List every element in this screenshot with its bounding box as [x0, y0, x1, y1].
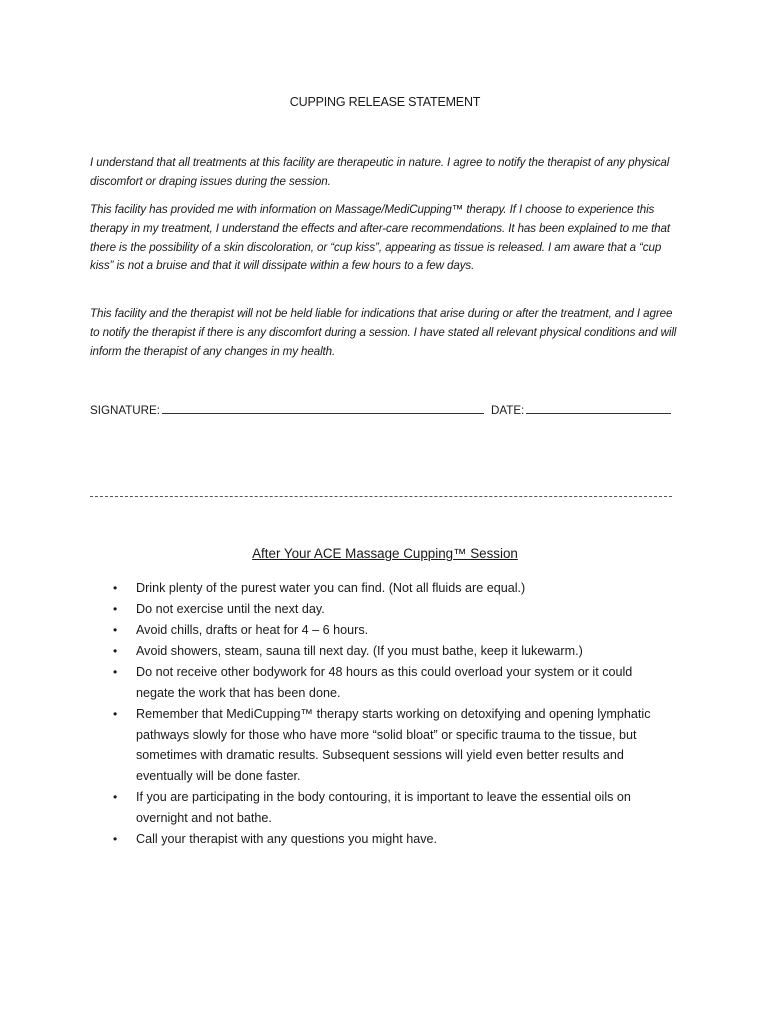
- aftercare-item-text: Do not exercise until the next day.: [136, 602, 325, 617]
- bullet-icon: •: [113, 602, 118, 617]
- bullet-icon: •: [113, 581, 118, 595]
- date-field[interactable]: [526, 401, 671, 414]
- aftercare-list-item: [110, 578, 670, 599]
- aftercare-item-text: Do not receive other bodywork for 48 hours as this could overload your system or it could negate the work that has been done.: [136, 665, 633, 700]
- cut-line-divider: [90, 496, 672, 497]
- bullet-icon: •: [113, 665, 118, 680]
- aftercare-list-item: [110, 620, 670, 641]
- document-title: CUPPING RELEASE STATEMENT: [289, 95, 481, 109]
- paragraph-consent: I understand that all treatments at this facility are therapeutic in nature. I agree to notify the therapist of any physical discomfort or draping issues during the session.: [90, 156, 670, 188]
- aftercare-item-text: If you are participating in the body contouring, it is important to leave the essential oils on overnight and not bathe.: [136, 789, 631, 825]
- aftercare-list-item: [110, 829, 670, 850]
- aftercare-item-text: Call your therapist with any questions you might have.: [136, 831, 438, 846]
- aftercare-list-item: [110, 787, 670, 828]
- paragraph-cupping-info: This facility has provided me with information on Massage/MediCupping™ therapy. If I choose to experience this therapy in my treatment, I understand the effects and after-care recommendations. It has been explained to me that there is the possibility of a skin discoloration, or “cup kiss”, appearing as tissue is released. I am aware that a “cup kiss” is not a bruise and that it will dissipate within a few hours to a few days.: [90, 203, 671, 273]
- aftercare-list-item: [110, 662, 670, 703]
- paragraph-liability: This facility and the therapist will not be held liable for indications that arise during or after the treatment, and I agree to notify the therapist if there is any discomfort during a session. I have stated all relevant physical conditions and will inform the therapist of any changes in my health.: [90, 307, 677, 358]
- aftercare-item-text: Drink plenty of the purest water you can find. (Not all fluids are equal.): [136, 581, 526, 595]
- aftercare-heading: After Your ACE Massage Cupping™ Session: [252, 546, 518, 561]
- aftercare-list-item: [110, 704, 670, 786]
- signature-row: [90, 401, 680, 417]
- signature-field[interactable]: [162, 401, 484, 414]
- bullet-icon: •: [113, 623, 118, 638]
- bullet-icon: •: [113, 707, 118, 722]
- bullet-icon: •: [113, 831, 118, 846]
- aftercare-item-text: Avoid showers, steam, sauna till next day. (If you must bathe, keep it lukewarm.): [136, 644, 583, 659]
- aftercare-item-text: Remember that MediCupping™ therapy starts working on detoxifying and opening lymphatic pathways slowly for those who have more “solid bloat” or specific trauma to the tissue, but sometimes with dramatic results. Subsequent sessions will yield even better results and eventually will be done faster.: [136, 707, 651, 783]
- aftercare-list: [110, 578, 670, 850]
- aftercare-item-text: Avoid chills, drafts or heat for 4 – 6 hours.: [136, 623, 369, 638]
- bullet-icon: •: [113, 789, 118, 804]
- aftercare-list-item: [110, 599, 670, 620]
- bullet-icon: •: [113, 644, 118, 659]
- date-label: DATE:: [491, 404, 525, 417]
- signature-label: SIGNATURE:: [90, 404, 160, 417]
- aftercare-list-item: [110, 641, 670, 662]
